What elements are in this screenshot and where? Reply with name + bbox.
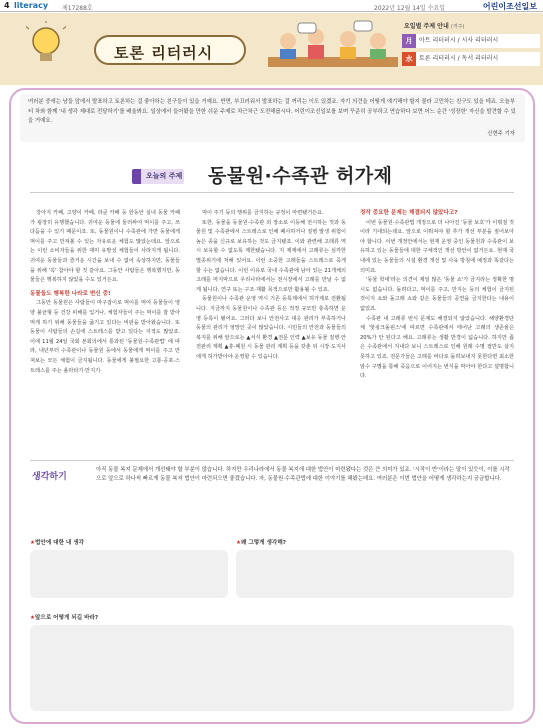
paragraph: 수족관 내 고래류 번식 문제도 해결되지 않았습니다. 해양환경단체 '핫핑크돌핀스'에 따르면 수족관에서 태어난 고래의 생존율은 20%가 안 된다고 해요. 고래류는 생활 반경이 넓습니다. 하지만 좁은 수족관에서 지내다 보니 스트레스로 인해 원래 수명 절반도 살지 못하고 있죠. 전문가들은 고래를 바다로 돌려보내지 못한다면 최소한 암수 구별을 통해 죽음으로 이어지는 번식을 막아야 한다고 설명합니다. [360,315,514,380]
reporter-signature: 신현주 기자 [487,130,515,137]
header-banner [0,13,543,85]
paragraph: 이번 동물원·수족관법 개정으로 더 나아진 '동물 보호'가 이뤄질 것이라 기대되는데요. 앞으로 이뤄져야 할 추가 개선 부분을 짚어보아야 합니다. 이번 개정안에서는 현재 운영 중인 동물원과 수족관이 보유하고 있는 동물들에 대한 구체적인 개선 방안이 없거든요. 현재 국내에 있는 동물들의 시설 환경 개선 및 사육 방침에 예정과 똑같다는 의미죠. [360,219,514,274]
article-column-3 [360,209,514,382]
guide-row-thursday [402,52,540,66]
debate-illustration [258,19,408,83]
divider [30,460,514,461]
subheading: 정작 중요한 문제는 해결되지 않았다고? [360,210,458,216]
guide-title [404,21,540,30]
guide-day-badge: 水 [402,52,416,66]
star-icon: ★ [236,540,242,546]
answer-box-3[interactable] [30,625,514,711]
answer-box-2[interactable] [236,550,514,598]
question-3-label [30,613,98,621]
newspaper-name: 어린이조선일보 [482,2,537,11]
star-icon: ★ [30,615,36,621]
article-column-1 [30,209,180,376]
paragraph: 강아지 카페, 고양이 카페, 라쿤 카페 등 한동안 실내 동물 카페가 굉장히 유행했습니다. 귀여운 동물에 둘러싸여 먹이를 주고, 쓰다듬을 수 있기 때문이죠. 또, 동물원이나 수족관에 가면 동물에게 먹이를 주고 만져볼 수 있는 자유로운 체험도 많았는데요. 앞으로는 이런 소비자들을 위한 재미 유발성 체험들이 사라지게 됩니다. 귀여운 동물들과 즐거운 시간을 보내 수 없어 속상하지만, 동물들을 위해 '꼭' 참아야 할 것 같아요. 그동안 사람들은 행복했지만, 동물들은 행복하지 않았을 수도 있거든요. [30,210,180,284]
guide-row-text: 토론 리터러시 / 독서 리터러시 [416,52,540,66]
weekday-topic-guide [402,21,540,81]
paragraph: '동물 학대'라는 의견이 제일 많은 '동물 쇼'가 금지라는 정확한 명시도 없습니다. 돌려다고, 먹이를 주고, 만지는 등의 체험이 금지된 것이지 쇼와 돌고래 쇼와 같은 동물들의 공연을 금지한다는 내용이 없었죠. [360,277,514,312]
column-title: 토론 리터러시 [114,44,214,62]
article-column-2 [196,209,346,363]
paragraph: 동물원이나 수족관 운영 역시 기존 등록제에서 허가제로 전환됩니다. 지금까지 동물원이나 수족관 등은 적정 규모만 충족하면 운영 등록이 됐어요. 그러다 보니 안전사고 대응 관리가 부족하거나 동물의 관리가 엉망인 곳이 많았습니다. 시민들의 안전과 동물들의 복지를 위해 앞으로는 ▲서식 환경 ▲전문 인력 ▲보유 동물 질병·안전관리 계획 ▲휴·폐원 시 동물 관리 계획 등을 갖춘 뒤 시장·도지사에게 허가받아야 운영할 수 있습니다. [196,296,346,360]
question-2-text: 왜 그렇게 생각해? [241,540,286,546]
intro-box [20,94,525,142]
guide-title-sub: (격주) [450,24,465,30]
divider [30,192,514,193]
guide-row-wednesday [402,34,540,48]
subheading: 동물들도 행복한 나라로 변신 중! [30,290,111,297]
section-name: literacy [14,1,49,10]
issue-number: 제17288호 [62,5,93,12]
page-number: 4 [4,1,10,10]
paragraph: 먹이 주기 등의 행위를 금지하는 규정이 마련됐거든요. [202,210,324,216]
think-label: 생각하기 [32,472,67,482]
lightbulb-icon [26,21,66,71]
star-icon: ★ [30,540,36,546]
column-title-pill [94,35,246,65]
answer-box-1[interactable] [30,550,228,598]
guide-row-text: 아트 리터러시 / 시사 리터러시 [416,34,540,48]
intro-text: 여러분 중에는 남들 앞에서 발표하고 토론하는 걸 좋아하는 친구들이 있을 거예요. 반면, 부끄러워서 발표하는 걸 꺼리는 이도 있겠죠. 자기 의견을 어떻게 얘기해야 할지 물라 고민하는 친구도 있을 테죠. 오늘부터 차와 함께 '내 생각 제대로 전달하기'를 배울봐요. 일상에서 들어봤을 만한 쉬운 주제로 차근차근 도전해봅시다. 어린이조선일보를 보며 꾸준히 공부하고 연습하다 보면 어느 순간 '성장한' 자신을 발견할 수 있을 거예요. [28,99,516,124]
paragraph: 또한, 동물을 동물원·수족관 외 장소로 이동해 전시하는 것과 동물원 및 수족관에서 스트레스로 인해 폐사하거나 질병 발생 위험이 높은 종을 신규로 보유하는 것도 금지됐죠. 이와 관련해 고래류 역시 보유할 수 없도록 제한됐습니다. 지 제재에서 고래류는 심각한 멸종위기에 처해 있어요. 이런 소중한 고래들을 스트레스로 죽게 할 수는 없습니다. 이런 이유로 국내 수족관에 남아 있는 21개체의 고래를 마지막으로 우리나라에서는 전시장에서 고래를 만날 수 없게 됩니다. 연구 또는 구조·재활 목적으로만 활용될 수 있죠. [196,219,346,293]
question-3-text: 앞으로 어떻게 되길 바라? [35,615,99,621]
question-1-text: 법안에 대한 내 생각 [35,540,85,546]
guide-title-text: 요일별 주제 안내 [404,23,449,30]
paragraph: 그동안 동물원은 사람들이 마구잡이로 먹이를 먹여 동물들이 영양 불균형 등 건강 피해를 입거나, 체험자들이 주는 먹이를 잘 받아먹게 하기 위해 동물들을 굶기고 있다는 비판을 받아왔습니다. 또 동물이 사람들의 손길에 스트레스를 받고 있다는 지적도 많았죠. 이에 11월 24일 국회 본회의에서 통과된 '동물원·수족관법' 에 따라, 내년부터 수족관이나 동물원 등에서 동물에게 먹이를 주고 만져보는 모든 체험이 금지됩니다. 동물에게 불필요한 고통·공포·스트레스를 주는 올라타기·만지기· [30,300,180,374]
topic-tag: 오늘의 주제 [132,169,184,184]
guide-day-badge: 月 [402,34,416,48]
think-text: 아직 동물 복지 문제에서 개선돼야 할 부분이 많습니다. 하지만 우리나라에서 동물 복지에 대한 법안이 마련됐다는 것은 큰 의미가 있죠. '시작이 반'이라는 말이 있듯이, 이를 시작으로 앞으로 하나씩 빠르게 동물 복지 법안이 마련되으면 좋겠습니다. 자, 동물원·수족관법에 대한 이야기를 해봤는데요. 여러분은 이번 법안을 어떻게 생각하는지 궁금합니다. [96,467,510,483]
question-1-label [30,538,84,546]
question-2-label [236,538,286,546]
page-header-bar [0,0,543,12]
topic-title: 동물원·수족관 허가제 [208,165,393,187]
issue-date: 2022년 12월 14일 수요일 [373,5,445,12]
